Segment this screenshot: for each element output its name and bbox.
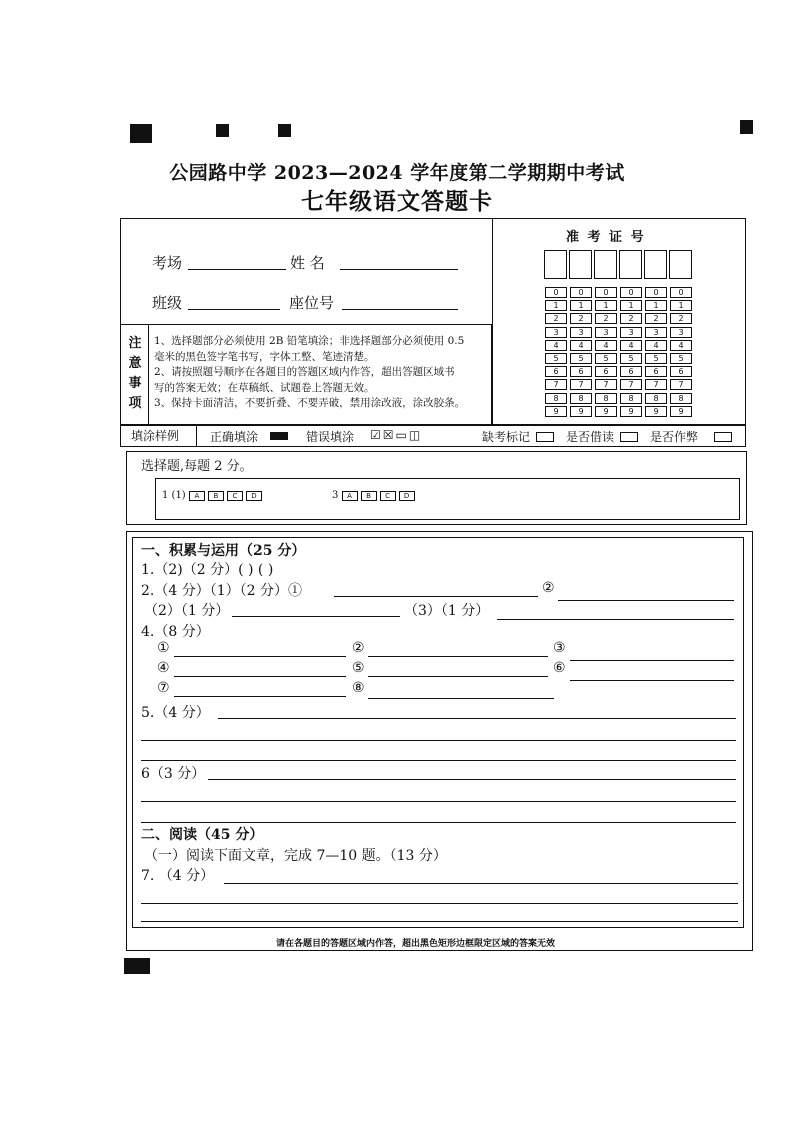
- q4-answer-line[interactable]: [368, 698, 554, 699]
- id-bubble[interactable]: 1: [620, 300, 642, 311]
- option-c[interactable]: C: [227, 491, 243, 501]
- id-bubble[interactable]: 0: [670, 287, 692, 298]
- id-bubble[interactable]: 6: [670, 366, 692, 377]
- q4-circle: ⑦: [157, 680, 170, 696]
- id-bubble[interactable]: 0: [545, 287, 567, 298]
- id-digit-cell[interactable]: [669, 250, 692, 279]
- id-bubble[interactable]: 2: [620, 313, 642, 324]
- q4-circle: ①: [157, 640, 170, 656]
- id-bubble[interactable]: 7: [645, 379, 667, 390]
- seat-field[interactable]: [342, 309, 458, 310]
- wrong-fill-label: 错误填涂: [306, 430, 355, 444]
- id-bubble[interactable]: 3: [570, 327, 592, 338]
- notice-text: 1、选择题部分必须使用 2B 铅笔填涂；非选择题部分必须使用 0.5 毫米的黑色签字笔书写，字体工整、笔迹清楚。 2、请按照题号顺序在各题目的答题区域内作答，超出答题区域书 写的答案无效；在草稿纸、试题卷上答题无效。 3、保持卡面清洁，不要折叠、不要弄破，禁用涂改液，涂改胶条。: [154, 335, 466, 409]
- id-bubble[interactable]: 4: [670, 340, 692, 351]
- id-bubble[interactable]: 8: [645, 393, 667, 404]
- id-bubble[interactable]: 9: [545, 406, 567, 417]
- id-bubble[interactable]: 1: [670, 300, 692, 311]
- id-digit-cell[interactable]: [644, 250, 667, 279]
- q4-answer-line[interactable]: [174, 676, 346, 677]
- q4-answer-line[interactable]: [174, 656, 346, 657]
- id-bubble[interactable]: 5: [545, 353, 567, 364]
- id-bubble[interactable]: 6: [620, 366, 642, 377]
- registration-mark: [278, 124, 291, 137]
- q4-answer-line[interactable]: [368, 656, 548, 657]
- q6-answer-line[interactable]: [141, 801, 736, 802]
- id-bubble[interactable]: 6: [595, 366, 617, 377]
- q2-3-label: （3）（1 分）: [404, 603, 490, 619]
- id-bubble[interactable]: 4: [645, 340, 667, 351]
- id-digit-cell[interactable]: [569, 250, 592, 279]
- reading-sub-heading: （一）阅读下面文章，完成 7—10 题。（13 分）: [144, 848, 447, 864]
- registration-mark: [216, 124, 229, 137]
- class-label: 班级: [152, 294, 183, 312]
- q7-label: 7. （4 分）: [141, 868, 215, 884]
- registration-mark: [130, 124, 152, 143]
- q4-label: 4.（8 分）: [141, 624, 210, 640]
- id-bubble[interactable]: 7: [670, 379, 692, 390]
- q4-circle: ⑤: [352, 660, 365, 676]
- q6-answer-line[interactable]: [208, 779, 736, 780]
- section1-heading: 一、积累与运用（25 分）: [141, 543, 306, 559]
- q5-answer-line[interactable]: [218, 718, 736, 719]
- legend-divider: [196, 425, 197, 447]
- id-bubble[interactable]: 3: [645, 327, 667, 338]
- q2-1-answer-line[interactable]: [334, 596, 538, 597]
- id-bubble[interactable]: 9: [595, 406, 617, 417]
- q5-label: 5.（4 分）: [141, 705, 210, 721]
- correct-fill-label: 正确填涂: [210, 430, 259, 444]
- id-digit-cell[interactable]: [544, 250, 567, 279]
- id-bubble[interactable]: 4: [545, 340, 567, 351]
- id-bubble[interactable]: 5: [570, 353, 592, 364]
- notice-label: 注 意 事 项: [128, 336, 142, 411]
- id-bubble[interactable]: 7: [620, 379, 642, 390]
- q7-answer-line[interactable]: [141, 921, 738, 922]
- id-bubble[interactable]: 2: [595, 313, 617, 324]
- correct-fill-sample: [270, 432, 288, 440]
- id-bubble[interactable]: 3: [670, 327, 692, 338]
- id-bubble[interactable]: 6: [570, 366, 592, 377]
- id-bubble[interactable]: 0: [645, 287, 667, 298]
- exam-title: 公园路中学 2023—2024 学年度第二学期期中考试: [169, 162, 625, 184]
- id-bubble[interactable]: 1: [570, 300, 592, 311]
- q5-answer-line[interactable]: [141, 760, 736, 761]
- id-digit-cell[interactable]: [594, 250, 617, 279]
- q4-circle: ③: [553, 640, 566, 656]
- info-divider: [492, 218, 493, 425]
- id-bubble[interactable]: 4: [570, 340, 592, 351]
- id-bubble[interactable]: 0: [570, 287, 592, 298]
- cheat-label: 是否作弊: [650, 430, 699, 444]
- q2-2-line[interactable]: [232, 616, 400, 617]
- q4-circle: ⑧: [352, 680, 365, 696]
- q2-3-line[interactable]: [497, 619, 734, 620]
- id-bubble[interactable]: 7: [545, 379, 567, 390]
- option-a[interactable]: A: [342, 491, 358, 501]
- choice-q1-label: 1 (1): [162, 490, 186, 501]
- id-bubble[interactable]: 8: [620, 393, 642, 404]
- id-bubble[interactable]: 7: [595, 379, 617, 390]
- absent-checkbox[interactable]: [536, 432, 554, 442]
- id-bubble[interactable]: 3: [545, 327, 567, 338]
- q5-answer-line[interactable]: [141, 740, 736, 741]
- borrowed-checkbox[interactable]: [620, 432, 638, 442]
- id-bubble[interactable]: 3: [620, 327, 642, 338]
- exam-room-label: 考场: [152, 254, 183, 272]
- option-b[interactable]: B: [361, 491, 377, 501]
- q4-answer-line[interactable]: [570, 680, 734, 681]
- id-bubble[interactable]: 2: [670, 313, 692, 324]
- admission-title: 准 考 证 号: [566, 230, 646, 245]
- id-bubble[interactable]: 1: [595, 300, 617, 311]
- choice-q1: [162, 490, 265, 501]
- name-field[interactable]: [340, 269, 458, 270]
- q7-answer-line[interactable]: [141, 903, 738, 904]
- id-bubble[interactable]: 8: [670, 393, 692, 404]
- id-bubble[interactable]: 8: [570, 393, 592, 404]
- registration-mark: [740, 120, 753, 134]
- id-bubble[interactable]: 2: [570, 313, 592, 324]
- borrowed-label: 是否借读: [566, 430, 615, 444]
- id-bubble[interactable]: 1: [545, 300, 567, 311]
- id-bubble[interactable]: 0: [620, 287, 642, 298]
- option-a[interactable]: A: [189, 491, 205, 501]
- card-title: 七年级语文答题卡: [301, 188, 493, 215]
- id-bubble[interactable]: 6: [645, 366, 667, 377]
- id-bubble[interactable]: 5: [620, 353, 642, 364]
- absent-label: 缺考标记: [482, 430, 531, 444]
- q2-circle-2: ②: [542, 580, 555, 596]
- class-field[interactable]: [188, 309, 280, 310]
- id-bubble[interactable]: 4: [595, 340, 617, 351]
- id-bubble[interactable]: 1: [645, 300, 667, 311]
- id-bubble[interactable]: 6: [545, 366, 567, 377]
- cheat-checkbox[interactable]: [714, 432, 732, 442]
- id-bubble[interactable]: 5: [670, 353, 692, 364]
- q2-2-label: （2）（1 分）: [144, 603, 230, 619]
- notice-label-divider: [148, 324, 149, 425]
- section2-heading: 二、阅读（45 分）: [141, 827, 264, 843]
- name-label: 姓 名: [290, 254, 325, 272]
- id-bubble[interactable]: 7: [570, 379, 592, 390]
- q4-circle: ②: [352, 640, 365, 656]
- footer-note: 请在各题目的答题区域内作答，超出黑色矩形边框限定区域的答案无效: [276, 939, 556, 949]
- option-d[interactable]: D: [246, 491, 262, 501]
- q4-answer-line[interactable]: [570, 660, 734, 661]
- q1-row: 1.（2)（2 分）( ) ( ): [141, 562, 274, 578]
- q6-label: 6（3 分）: [141, 766, 206, 782]
- id-bubble[interactable]: 5: [645, 353, 667, 364]
- exam-room-field[interactable]: [188, 269, 286, 270]
- option-b[interactable]: B: [208, 491, 224, 501]
- q2-label: 2.（4 分）（1）（2 分）①: [141, 583, 302, 599]
- q6-answer-line[interactable]: [141, 822, 736, 823]
- id-bubble[interactable]: 9: [570, 406, 592, 417]
- option-d[interactable]: D: [399, 491, 415, 501]
- choice-q3-label: 3: [332, 490, 339, 501]
- fill-sample-label: 填涂样例: [131, 429, 180, 443]
- id-bubble[interactable]: 8: [545, 393, 567, 404]
- choice-heading: 选择题,每题 2 分。: [141, 459, 253, 474]
- q4-answer-line[interactable]: [368, 676, 548, 677]
- id-bubble[interactable]: 9: [620, 406, 642, 417]
- id-bubble[interactable]: 9: [670, 406, 692, 417]
- id-bubble[interactable]: 4: [620, 340, 642, 351]
- q7-answer-line[interactable]: [224, 883, 738, 884]
- choice-q3: [332, 490, 418, 501]
- id-bubble[interactable]: 9: [645, 406, 667, 417]
- q4-circle: ④: [157, 660, 170, 676]
- wrong-fill-samples: ☑☒▭◫: [370, 428, 423, 442]
- id-bubble[interactable]: 2: [545, 313, 567, 324]
- q4-answer-line[interactable]: [174, 696, 346, 697]
- id-bubble[interactable]: 0: [595, 287, 617, 298]
- id-digit-cell[interactable]: [619, 250, 642, 279]
- id-bubble[interactable]: 5: [595, 353, 617, 364]
- registration-mark: [124, 958, 150, 974]
- id-bubble[interactable]: 2: [645, 313, 667, 324]
- option-c[interactable]: C: [380, 491, 396, 501]
- q2-2-answer-line[interactable]: [558, 600, 734, 601]
- id-bubble[interactable]: 8: [595, 393, 617, 404]
- id-bubble[interactable]: 3: [595, 327, 617, 338]
- q4-circle: ⑥: [553, 660, 566, 676]
- seat-label: 座位号: [289, 294, 335, 312]
